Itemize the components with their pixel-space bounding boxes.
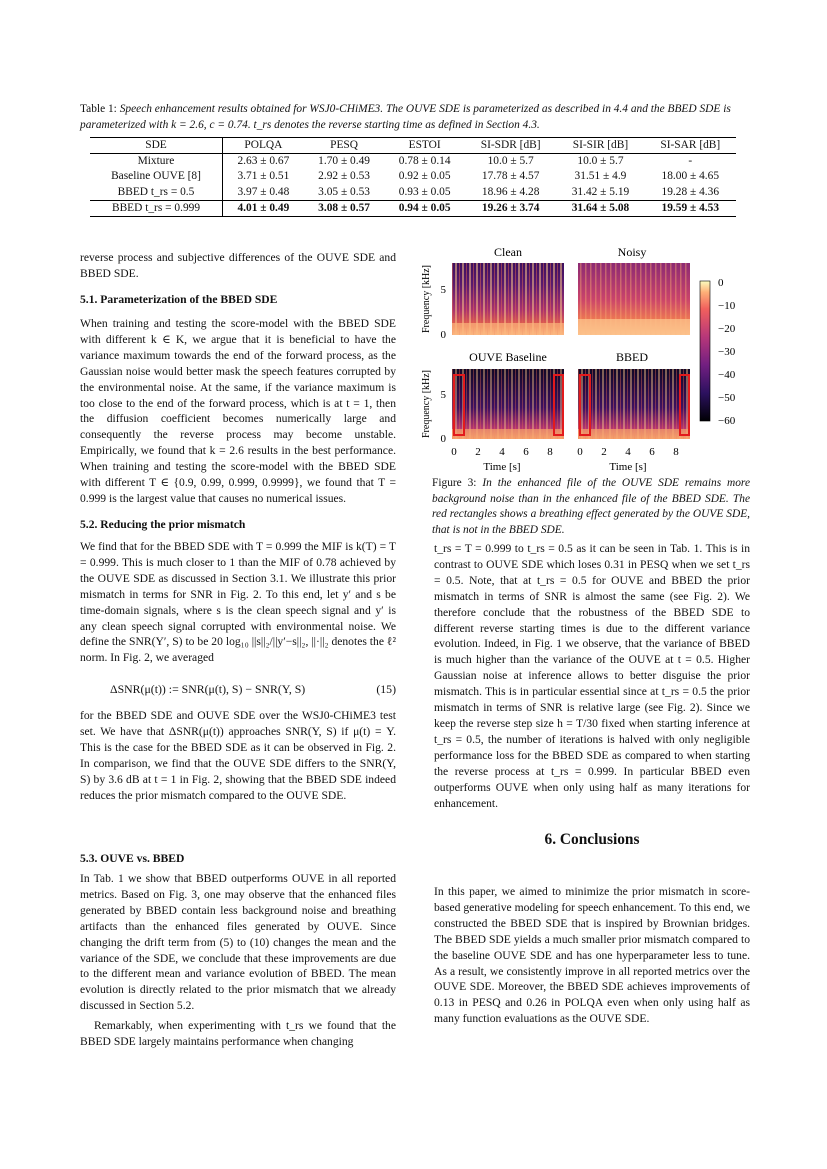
table-cell: 31.51 ± 4.9	[574, 170, 627, 183]
table-header: SI-SAR [dB]	[660, 139, 721, 151]
spectrogram-ouve	[452, 369, 564, 439]
table-cell: -	[688, 155, 693, 167]
table-cell: 0.94 ± 0.05	[398, 201, 451, 214]
section-heading-6: 6. Conclusions	[544, 831, 640, 848]
table-cell: Baseline OUVE [8]	[111, 170, 201, 183]
conclusions-body	[434, 884, 750, 1031]
colorbar-tick: −50	[718, 392, 736, 404]
section-5-2-body	[80, 539, 396, 670]
x-tick-label: 8	[673, 446, 679, 458]
section-5-2-after-equation	[80, 708, 396, 807]
x-tick-label: 4	[499, 446, 505, 458]
colorbar-tick: 0	[718, 277, 724, 289]
paragraph: We find that for the BBED SDE with T = 0.999 the MIF is k(T) = T = 0.999. This is much closer to 1 than the MIF of 0.78 achieved by the OUVE SDE as discussed in Section 3.1. We illustrate this prior mismatch in terms for SNR in Fig. 2. To this end, let y′ and s be time-domain signals, where s is the clean speech signal and y′ is any clean speech signal corrupted with environmental noise. We define the SNR(Y′, S) to be 20 log₁₀ ||s||₂/||y′−s||₂, ||·||₂ denotes the ℓ² norm. In Fig. 2, we averaged	[80, 540, 396, 665]
table-cell: 18.96 ± 4.28	[481, 185, 540, 198]
table-cell: 0.93 ± 0.05	[398, 185, 451, 198]
section-5-3-body	[80, 871, 396, 1054]
x-tick-label: 6	[649, 446, 655, 458]
left-intro-paragraph	[80, 250, 396, 286]
table-caption-text: Speech enhancement results obtained for WSJ0-CHiME3. The OUVE SDE is parameterized as described in 4.4 and the BBED SDE is parameterized with k = 2.6, c = 0.74. t_rs denotes the reverse starting time as defined in Section 4.3.	[80, 103, 731, 131]
table-caption-label: Table 1:	[80, 103, 117, 115]
table-cell: 0.92 ± 0.05	[398, 170, 451, 183]
x-tick-label: 2	[601, 446, 607, 458]
x-tick-label: 4	[625, 446, 631, 458]
table-row	[90, 185, 736, 201]
table-caption	[80, 101, 748, 133]
table-cell: 3.08 ± 0.57	[318, 201, 370, 214]
x-tick-label: 8	[547, 446, 553, 458]
colorbar-tick: −60	[718, 415, 736, 427]
paragraph: for the BBED SDE and OUVE SDE over the WSJ0-CHiME3 test set. We have that ΔSNR(μ(t)) approaches SNR(Y, S) if μ(t) = Y. This is the case for the BBED SDE as it can be observed in Fig. 2. In comparison, we find that the OUVE SDE differs to the SNR(Y, S) by 3.6 dB at t = 1 in Fig. 2, showing that the BBED SDE indeed reduces the prior mismatch compared to the OUVE SDE.	[80, 709, 396, 802]
table-row	[90, 154, 736, 170]
paragraph: t_rs = T = 0.999 to t_rs = 0.5 as it can be seen in Tab. 1. This is in contrast to OUVE SDE which loses 0.31 in PESQ when we set t_rs = 0.5. Note, that at t_rs = 0.5 for OUVE and BBED the prior mismatch in terms of SNR is almost the same (see Fig. 2). We therefore conclude that the robustness of the BBED SDE to different reverse starting times is due to the different variance evolution. Indeed, in Fig. 1 we observe, that the variance of BBED is much higher than the variance of the OUVE at t = 0.5. Higher Gaussian noise at inference allows to better disguise the prior mismatch. This is in particular essential since at t_rs = 0.5 the prior mismatch in terms of SNR is relative large (see Fig. 2). Since we keep the reverse step size h = T/30 fixed when starting inference at t_rs = 0.5, the number of iterations is halved with only negligible performance loss for the BBED SDE as compared to when starting the reverse process at t_rs = 0.999. In particular BBED even outperforms OUVE when only using half as many iterations for enhancement.	[434, 542, 750, 810]
table-cell: 31.64 ± 5.08	[571, 201, 630, 214]
spectrogram-clean	[452, 263, 564, 335]
table-header: SDE	[145, 139, 167, 151]
table-cell: 31.42 ± 5.19	[571, 185, 630, 198]
table-cell: 2.63 ± 0.67	[223, 154, 304, 170]
table-cell: 3.05 ± 0.53	[318, 185, 370, 198]
y-axis-label: Frequency [kHz]	[421, 264, 432, 334]
table-cell: 17.78 ± 4.57	[481, 170, 540, 183]
paragraph: reverse process and subjective differences of the OUVE SDE and BBED SDE.	[80, 251, 396, 280]
x-tick-label: 0	[451, 446, 457, 458]
table-cell: 19.59 ± 4.53	[661, 201, 720, 214]
y-tick-label: 5	[440, 389, 446, 401]
colorbar-tick: −20	[718, 323, 736, 335]
equation-body: ΔSNR(μ(t)) := SNR(μ(t), S) − SNR(Y, S)	[110, 682, 306, 696]
paragraph: Remarkably, when experimenting with t_rs we found that the BBED SDE largely maintains performance when changing	[80, 1019, 396, 1049]
table-header: PESQ	[330, 139, 358, 151]
table-cell: 19.26 ± 3.74	[481, 201, 540, 214]
right-body-paragraph	[434, 541, 750, 815]
table-cell: 1.70 ± 0.49	[318, 155, 370, 167]
section-heading-5-3: 5.3. OUVE vs. BBED	[80, 852, 185, 865]
table-cell: 4.01 ± 0.49	[223, 200, 304, 216]
spectrogram-bbed	[578, 369, 690, 439]
table-row	[90, 200, 736, 216]
x-tick-label: 2	[475, 446, 481, 458]
table-cell: 10.0 ± 5.7	[487, 155, 534, 167]
figure-caption-text: In the enhanced file of the OUVE SDE remains more background noise than in the enhanced file of the BBED SDE. The red rectangles shows a breathing effect generated by the OUVE SDE, that is not in the BBED SDE.	[432, 477, 750, 536]
table-cell: BBED t_rs = 0.5	[117, 185, 195, 198]
colorbar-tick: −10	[718, 300, 736, 312]
table-cell: 2.92 ± 0.53	[318, 170, 370, 183]
table-cell: 3.71 ± 0.51	[223, 169, 304, 185]
spectrogram-figure	[420, 245, 750, 477]
paragraph: In Tab. 1 we show that BBED outperforms OUVE in all reported metrics. Based on Fig. 3, one may observe that the enhanced files generated by BBED contain less background noise and breathing artifacts than the enhanced files generated by OUVE. Since changing the drift term from (5) to (10) changes the mean and the variance of the SDE, we conclude that these improvements are due to the different mean and variance evolution of BBED. The mean evolution is directly related to the prior mismatch that we already discussed in Section 5.2.	[80, 872, 396, 1013]
y-axis-label: Frequency [kHz]	[421, 369, 432, 439]
y-tick-label: 0	[440, 329, 446, 341]
x-tick-label: 0	[577, 446, 583, 458]
paragraph: In this paper, we aimed to minimize the prior mismatch in score-based generative modeling for speech enhancement. To this end, we constructed the BBED SDE that is inspired by Brownian bridges. The BBED SDE yields a much smaller prior mismatch compared to the baseline OUVE SDE and has one hyperparameter less to tune. As a result, we consistently improve in all reported metrics over the OUVE SDE. Moreover, the BBED SDE achieves improvements of 0.13 in PESQ and 0.26 in POLQA even when only using half as many function evaluations as the OUVE SDE.	[434, 885, 750, 1026]
figure-3	[420, 245, 750, 477]
table-cell: Mixture	[137, 155, 175, 167]
spectrogram-noisy	[578, 263, 690, 335]
table-header: SI-SDR [dB]	[480, 139, 541, 151]
equation-number: (15)	[376, 682, 396, 696]
panel-title-noisy: Noisy	[617, 245, 647, 259]
table-header: SI-SIR [dB]	[572, 139, 629, 151]
colorbar-tick: −40	[718, 369, 736, 381]
y-tick-label: 0	[440, 433, 446, 445]
panel-title-ouve: OUVE Baseline	[469, 350, 547, 364]
table-cell: 19.28 ± 4.36	[661, 185, 720, 198]
x-axis-label: Time [s]	[483, 461, 521, 473]
table-header-row	[90, 138, 736, 154]
table-cell: 3.97 ± 0.48	[223, 185, 304, 201]
panel-title-clean: Clean	[494, 245, 522, 259]
colorbar	[700, 277, 736, 427]
x-tick-label: 6	[523, 446, 529, 458]
table-cell: 10.0 ± 5.7	[577, 155, 624, 167]
table-cell: 18.00 ± 4.65	[661, 170, 720, 183]
section-heading-5-1: 5.1. Parameterization of the BBED SDE	[80, 293, 278, 306]
paragraph: When training and testing the score-model with the BBED SDE with different k ∈ K, we argue that it is beneficial to have the variance maximum towards the end of the forward process, as the Gaussian noise would better mask the speech features corrupted by the environmental noise. At the same, if the variance maximum is too close to the end of the forward process, which is at t = 1, then the diffusion coefficient becomes numerically large and consequently the reverse process may become unstable. Empirically, we found that k = 2.6 results in the best performance. When training and testing the score-model with the BBED SDE with different T ∈ {0.9, 0.99, 0.999, 0.9999}, we found that T = 0.999 is the largest value that causes no numerical issues.	[80, 317, 396, 505]
panel-title-bbed: BBED	[615, 350, 649, 364]
table-row	[90, 169, 736, 185]
table-cell: BBED t_rs = 0.999	[111, 201, 201, 214]
table-header: ESTOI	[408, 139, 441, 151]
figure-caption	[432, 476, 750, 538]
table-header: POLQA	[223, 138, 304, 154]
x-axis-label: Time [s]	[609, 461, 647, 473]
y-tick-label: 5	[440, 284, 446, 296]
section-heading-5-2: 5.2. Reducing the prior mismatch	[80, 518, 246, 531]
table-cell: 0.78 ± 0.14	[398, 155, 451, 167]
figure-caption-label: Figure 3:	[432, 477, 477, 489]
section-5-1-body	[80, 316, 396, 511]
results-table	[90, 137, 736, 217]
colorbar-tick: −30	[718, 346, 736, 358]
